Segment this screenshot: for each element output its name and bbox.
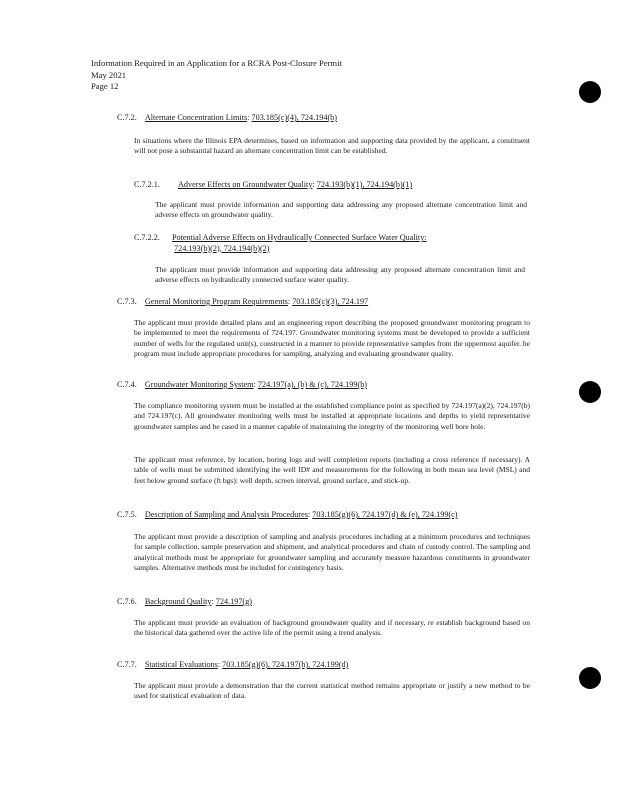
section-heading: C.7.7. Statistical Evaluations: 703.185(g)(6), 724.197(h), 724.199(d)	[117, 660, 349, 669]
section-c-7-7	[117, 660, 537, 671]
section-c-7-6-text: The applicant must provide an evaluation of background groundwater quality and if necessary, re establish background based on the historical data gathered over the active life of the permit using a trend analysis.	[134, 618, 530, 638]
section-c-7-4-text: The compliance monitoring system must be installed at the established compliance point as specified by 724.197(a)(2), 724.197(b) and 724.197(c). All groundwater monitoring wells must be installed at appropriate locations and depths to yield representative groundwater samples and be cased in a manner capable of maintaining the integrity of the monitoring well bore hole.	[134, 401, 530, 431]
section-number: C.7.7.	[117, 660, 137, 669]
section-c-7-4-text-2: The applicant must reference, by location, boring logs and well completion reports (including a cross reference if necessary). A table of wells must be submitted identifying the well ID# and measurements for the following in both mean sea level (MSL) and feet below ground surface (ft bgs): well depth, screen interval, ground surface, and stick-up.	[134, 455, 530, 485]
section-c-7-3-text: The applicant must provide detailed plans and an engineering report describing the proposed groundwater monitoring program to be implemented to meet the requirements of 724.197. Groundwater monitoring systems must be developed to provide a sufficient number of wells for the regulated unit(s), constructed in a manner to provide representative samples from the uppermost aquifer. he program must include appropriate procedures for sampling, analyzing and evaluating groundwater quality.	[134, 318, 530, 359]
section-title: Groundwater Monitoring System	[144, 380, 254, 389]
section-references: 703.185(c)(4), 724.194(b)	[251, 113, 337, 122]
section-title: Alternate Concentration Limits	[144, 113, 248, 122]
section-references: 724.193(b)(2), 724.194(b)(2)	[174, 243, 270, 253]
section-c-7-2-text: In situations where the Illinois EPA determines, based on information and supporting data provided by the applicant, a constituent will not pose a substantial hazard an alternate concentration limit can be established.	[134, 136, 530, 156]
binder-hole-middle	[579, 381, 601, 403]
section-number: C.7.4.	[117, 380, 137, 389]
section-c-7-4	[117, 380, 537, 391]
section-c-7-2-2-text: The applicant must provide information and supporting data addressing any proposed alternate concentration limit and adverse effects on hydraulically connected surface water quality.	[155, 265, 525, 285]
section-c-7-3	[117, 297, 537, 308]
section-title: Adverse Effects on Groundwater Quality	[177, 180, 313, 189]
header-page-number: Page 12	[91, 81, 119, 91]
section-title: Description of Sampling and Analysis Procedures	[144, 510, 308, 519]
section-heading: C.7.6. Background Quality: 724.197(g)	[117, 597, 252, 606]
binder-hole-top	[579, 81, 601, 103]
section-references: 703.185(c)(3), 724.197	[292, 297, 369, 306]
section-number: C.7.2.1.	[134, 180, 160, 189]
section-references: 724.197(g)	[215, 597, 252, 606]
section-title: Background Quality	[144, 597, 212, 606]
section-references: 703.185(g)(6), 724.197(d) & (e), 724.199(c)	[312, 510, 458, 519]
binder-hole-bottom	[579, 667, 601, 689]
section-references: 724.193(b)(1), 724.194(b)(1)	[316, 180, 413, 189]
section-references: 724.197(a), (b) & (c), 724.199(b)	[257, 380, 368, 389]
section-c-7-6	[117, 597, 537, 608]
section-c-7-2-2	[134, 233, 534, 254]
section-heading: C.7.4. Groundwater Monitoring System: 724.197(a), (b) & (c), 724.199(b)	[117, 380, 368, 389]
section-c-7-5	[117, 510, 537, 521]
section-c-7-5-text: The applicant must provide a description of sampling and analysis procedures including at a minimum procedures and techniques for sample collection, sample preservation and shipment, and analytical procedures and chain of custody control. The sampling and analytical methods must be appropriate for groundwater sampling and accurately measure hazardous constituents in groundwater samples. Alternative methods must be included for contingency basis.	[134, 532, 530, 573]
section-number: C.7.2.	[117, 113, 137, 122]
page-header	[91, 58, 342, 93]
section-heading: C.7.3. General Monitoring Program Requirements: 703.185(c)(3), 724.197	[117, 297, 369, 306]
section-title: General Monitoring Program Requirements	[144, 297, 288, 306]
header-title: Information Required in an Application for a RCRA Post-Closure Permit	[91, 58, 342, 68]
section-number: C.7.6.	[117, 597, 137, 606]
section-title: Statistical Evaluations	[144, 660, 218, 669]
section-heading: C.7.2.1. Adverse Effects on Groundwater Quality: 724.193(b)(1), 724.194(b)(1)	[134, 180, 413, 189]
section-c-7-7-text: The applicant must provide a demonstration that the current statistical method remains appropriate or justify a new method to be used for statistical evaluation of data.	[134, 681, 530, 701]
section-number: C.7.5.	[117, 510, 137, 519]
section-c-7-2-1	[134, 180, 534, 191]
section-number: C.7.2.2.	[134, 233, 160, 242]
section-title: Potential Adverse Effects on Hydraulically Connected Surface Water Quality:	[171, 233, 427, 242]
section-c-7-2	[117, 113, 537, 124]
section-number: C.7.3.	[117, 297, 137, 306]
section-references: 703.185(g)(6), 724.197(h), 724.199(d)	[222, 660, 349, 669]
section-c-7-2-1-text: The applicant must provide information and supporting data addressing any proposed alternate concentration limit and adverse effects on groundwater quality.	[155, 200, 527, 220]
section-heading	[134, 233, 534, 254]
header-date: May 2021	[91, 69, 127, 80]
section-heading: C.7.2. Alternate Concentration Limits: 703.185(c)(4), 724.194(b)	[117, 113, 337, 122]
section-heading: C.7.5. Description of Sampling and Analysis Procedures: 703.185(g)(6), 724.197(d) & (e), 724.199(c)	[117, 510, 458, 519]
